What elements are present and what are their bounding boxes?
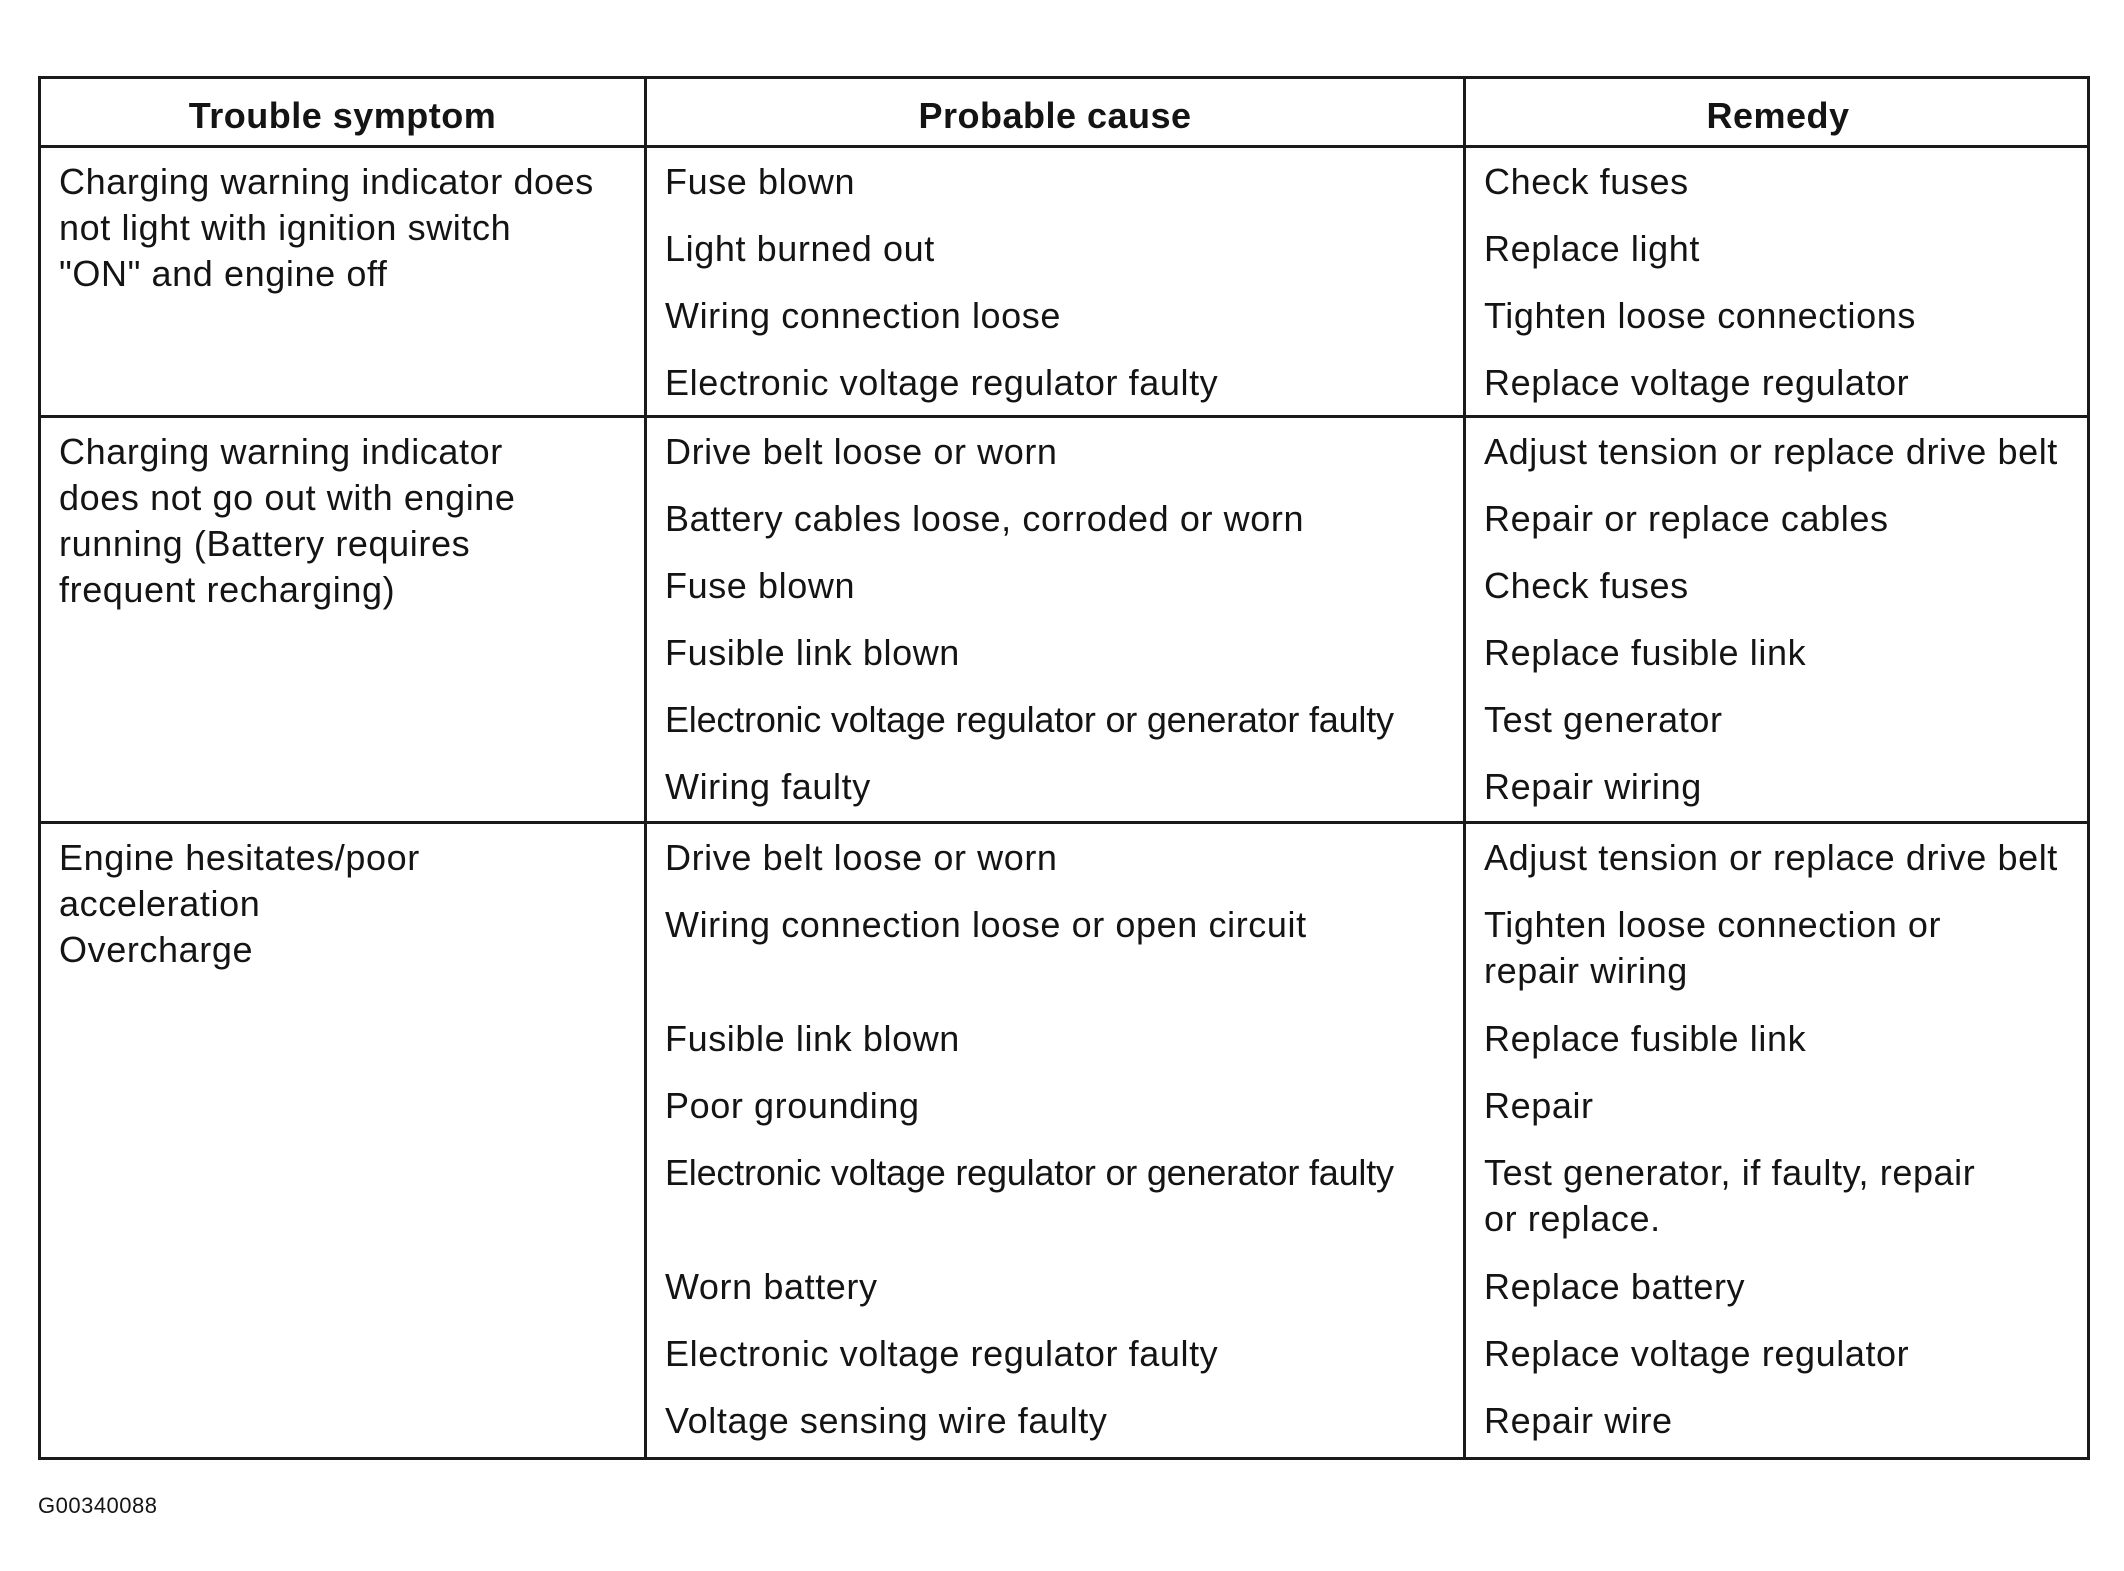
remedy-cell: Replace fusible link: [1484, 1018, 1807, 1059]
remedy-cell: Repair wire: [1484, 1400, 1673, 1441]
column-divider-1: [644, 79, 647, 1457]
cause-cell: Electronic voltage regulator or generator faulty: [665, 699, 1394, 740]
cause-cell: Electronic voltage regulator faulty: [665, 362, 1219, 403]
cause-cell: Fuse blown: [665, 161, 856, 202]
remedy-cell: Repair wiring: [1484, 766, 1702, 807]
cause-cell: Fusible link blown: [665, 632, 960, 673]
cause-cell: Wiring connection loose: [665, 295, 1062, 336]
remedy-cell: Replace voltage regulator: [1484, 362, 1910, 403]
symptom-line: does not go out with engine: [59, 477, 516, 518]
remedy-cell: Replace battery: [1484, 1266, 1746, 1307]
remedy-cell: Tighten loose connections: [1484, 295, 1916, 336]
trouble-table: [38, 76, 2090, 1460]
header-divider: [41, 145, 2087, 148]
remedy-cell: Check fuses: [1484, 161, 1689, 202]
remedy-cell: Adjust tension or replace drive belt: [1484, 431, 2058, 472]
cause-cell: Poor grounding: [665, 1085, 920, 1126]
symptom-line: running (Battery requires: [59, 523, 471, 564]
remedy-cell: Replace fusible link: [1484, 632, 1807, 673]
cause-cell: Wiring connection loose or open circuit: [665, 904, 1307, 945]
figure-code: G00340088: [38, 1493, 158, 1518]
cause-cell: Electronic voltage regulator faulty: [665, 1333, 1219, 1374]
cause-cell: Worn battery: [665, 1266, 878, 1307]
header-trouble-symptom: Trouble symptom: [188, 95, 497, 136]
cause-cell: Drive belt loose or worn: [665, 837, 1058, 878]
remedy-cell: Check fuses: [1484, 565, 1689, 606]
group-divider-1: [41, 415, 2087, 418]
remedy-cell: Repair: [1484, 1085, 1594, 1126]
cause-cell: Light burned out: [665, 228, 935, 269]
header-remedy: Remedy: [1706, 95, 1850, 136]
remedy-cell: Test generator, if faulty, repair: [1484, 1152, 1976, 1193]
column-divider-2: [1463, 79, 1466, 1457]
symptom-line: not light with ignition switch: [59, 207, 512, 248]
cause-cell: Fusible link blown: [665, 1018, 960, 1059]
symptom-line: acceleration: [59, 883, 261, 924]
symptom-line: Engine hesitates/poor: [59, 837, 420, 878]
group-divider-2: [41, 821, 2087, 824]
remedy-cell: Test generator: [1484, 699, 1723, 740]
cause-cell: Electronic voltage regulator or generator faulty: [665, 1152, 1394, 1193]
symptom-line: Overcharge: [59, 929, 254, 970]
symptom-line: Charging warning indicator does: [59, 161, 594, 202]
symptom-line: "ON" and engine off: [59, 253, 388, 294]
cause-cell: Voltage sensing wire faulty: [665, 1400, 1108, 1441]
remedy-cell: Replace voltage regulator: [1484, 1333, 1910, 1374]
symptom-line: frequent recharging): [59, 569, 396, 610]
remedy-cell: Replace light: [1484, 228, 1700, 269]
symptom-line: Charging warning indicator: [59, 431, 503, 472]
cause-cell: Wiring faulty: [665, 766, 871, 807]
remedy-cell: Tighten loose connection or: [1484, 904, 1942, 945]
header-probable-cause: Probable cause: [918, 95, 1192, 136]
remedy-cell: Repair or replace cables: [1484, 498, 1889, 539]
remedy-cell: Adjust tension or replace drive belt: [1484, 837, 2058, 878]
cause-cell: Drive belt loose or worn: [665, 431, 1058, 472]
cause-cell: Fuse blown: [665, 565, 856, 606]
remedy-cell-continued: or replace.: [1484, 1198, 1661, 1239]
cause-cell: Battery cables loose, corroded or worn: [665, 498, 1305, 539]
remedy-cell-continued: repair wiring: [1484, 950, 1688, 991]
